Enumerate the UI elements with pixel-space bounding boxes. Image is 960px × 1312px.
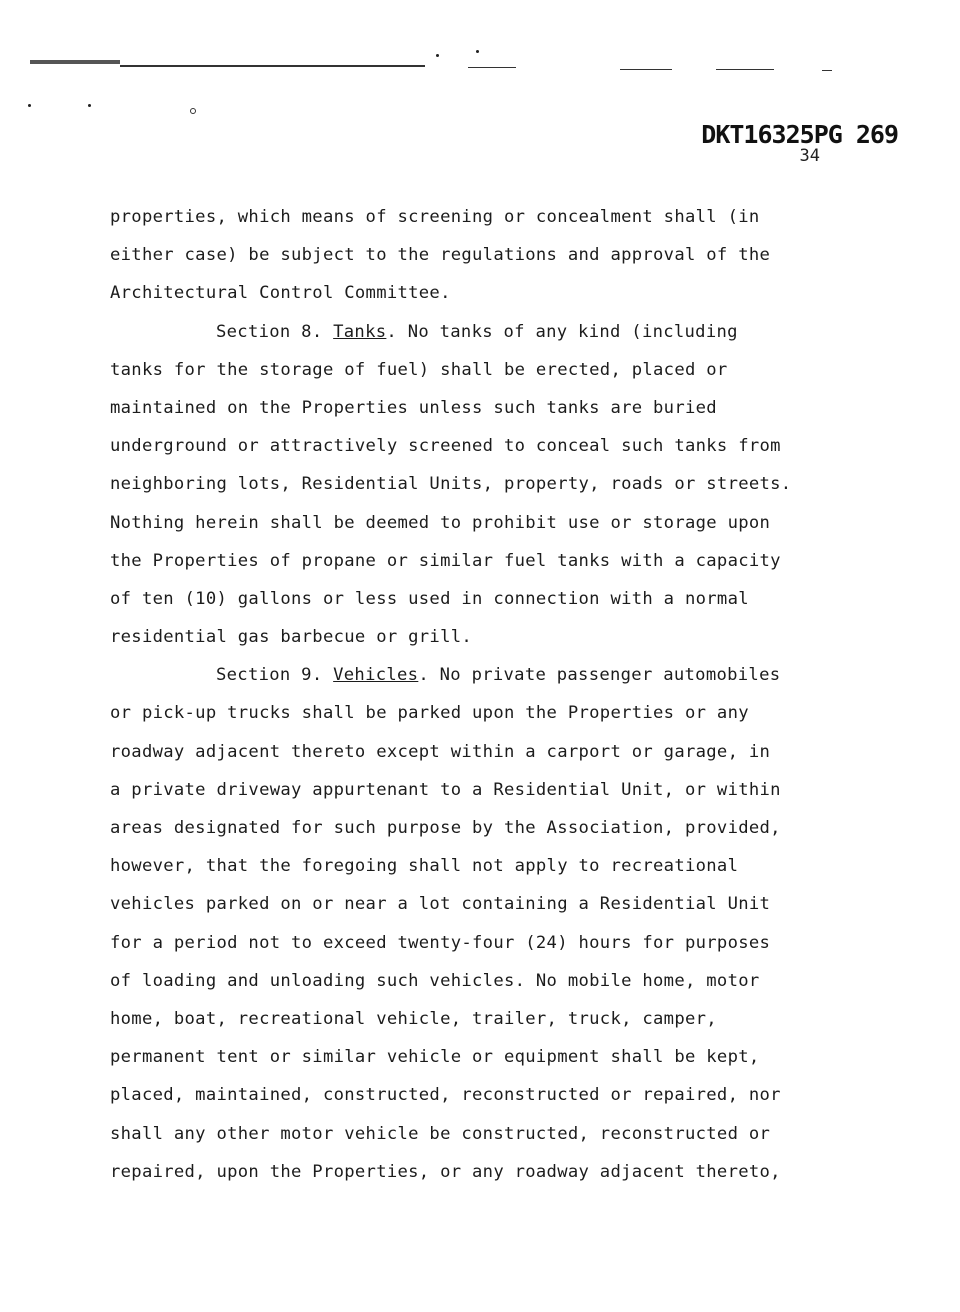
- section-9-heading-line: [110, 656, 870, 694]
- scan-line: [120, 65, 425, 67]
- text-line: permanent tent or similar vehicle or equipment shall be kept,: [110, 1047, 760, 1068]
- scan-line: [468, 67, 516, 68]
- text-line: repaired, upon the Properties, or any roadway adjacent thereto,: [110, 1161, 781, 1182]
- section-9-first-line: No private passenger automobiles: [428, 665, 781, 686]
- text-line: or pick-up trucks shall be parked upon the Properties or any: [110, 703, 749, 724]
- text-line: for a period not to exceed twenty-four (24) hours for purposes: [110, 932, 771, 953]
- text-line: placed, maintained, constructed, reconstructed or repaired, nor: [110, 1085, 781, 1106]
- document-body: [110, 198, 870, 1191]
- section-8-label: Section 8.: [216, 321, 323, 342]
- scan-dot: [190, 108, 196, 114]
- scan-line: [620, 69, 672, 70]
- text-line: home, boat, recreational vehicle, trailer, truck, camper,: [110, 1008, 717, 1029]
- section-9-period: .: [418, 665, 429, 686]
- section-8-heading-line: [110, 313, 870, 351]
- text-line: properties, which means of screening or concealment shall (in: [110, 207, 760, 227]
- scan-line: [716, 69, 774, 70]
- text-line: however, that the foregoing shall not apply to recreational: [110, 856, 739, 877]
- scan-line: [822, 70, 832, 71]
- page-header: [701, 120, 898, 149]
- scan-dot: [28, 104, 31, 107]
- text-line: a private driveway appurtenant to a Residential Unit, or within: [110, 779, 781, 800]
- text-line: maintained on the Properties unless such tanks are buried: [110, 397, 717, 418]
- text-line: Nothing herein shall be deemed to prohibit use or storage upon: [110, 512, 771, 533]
- text-line: shall any other motor vehicle be constructed, reconstructed or: [110, 1123, 771, 1144]
- text-line: of ten (10) gallons or less used in connection with a normal: [110, 588, 749, 609]
- text-line: of loading and unloading such vehicles. No mobile home, motor: [110, 970, 760, 991]
- section-9-title: Vehicles: [333, 665, 419, 686]
- text-line: the Properties of propane or similar fuel tanks with a capacity: [110, 550, 781, 571]
- page-number: 34: [799, 146, 820, 166]
- text-line: tanks for the storage of fuel) shall be erected, placed or: [110, 359, 728, 380]
- scan-dot: [88, 104, 91, 107]
- section-8-title: Tanks: [333, 321, 387, 342]
- text-line: roadway adjacent thereto except within a carport or garage, in: [110, 741, 771, 762]
- text-line: vehicles parked on or near a lot containing a Residential Unit: [110, 894, 771, 915]
- text-line: Architectural Control Committee.: [110, 283, 451, 304]
- text-line: neighboring lots, Residential Units, property, roads or streets.: [110, 474, 792, 495]
- scan-dot: [476, 50, 479, 53]
- scan-line: [30, 60, 120, 64]
- section-9-label: Section 9.: [216, 665, 323, 686]
- scan-artifacts: [0, 0, 960, 130]
- text-line: either case) be subject to the regulations and approval of the: [110, 245, 771, 266]
- scan-dot: [436, 54, 439, 57]
- section-8-period: .: [386, 321, 398, 342]
- text-line: areas designated for such purpose by the Association, provided,: [110, 818, 781, 838]
- text-line: underground or attractively screened to conceal such tanks from: [110, 436, 781, 457]
- text-line: residential gas barbecue or grill.: [110, 627, 473, 648]
- section-8-first-line: No tanks of any kind (including: [397, 321, 738, 342]
- docket-stamp: DKT16325PG 269: [701, 120, 898, 149]
